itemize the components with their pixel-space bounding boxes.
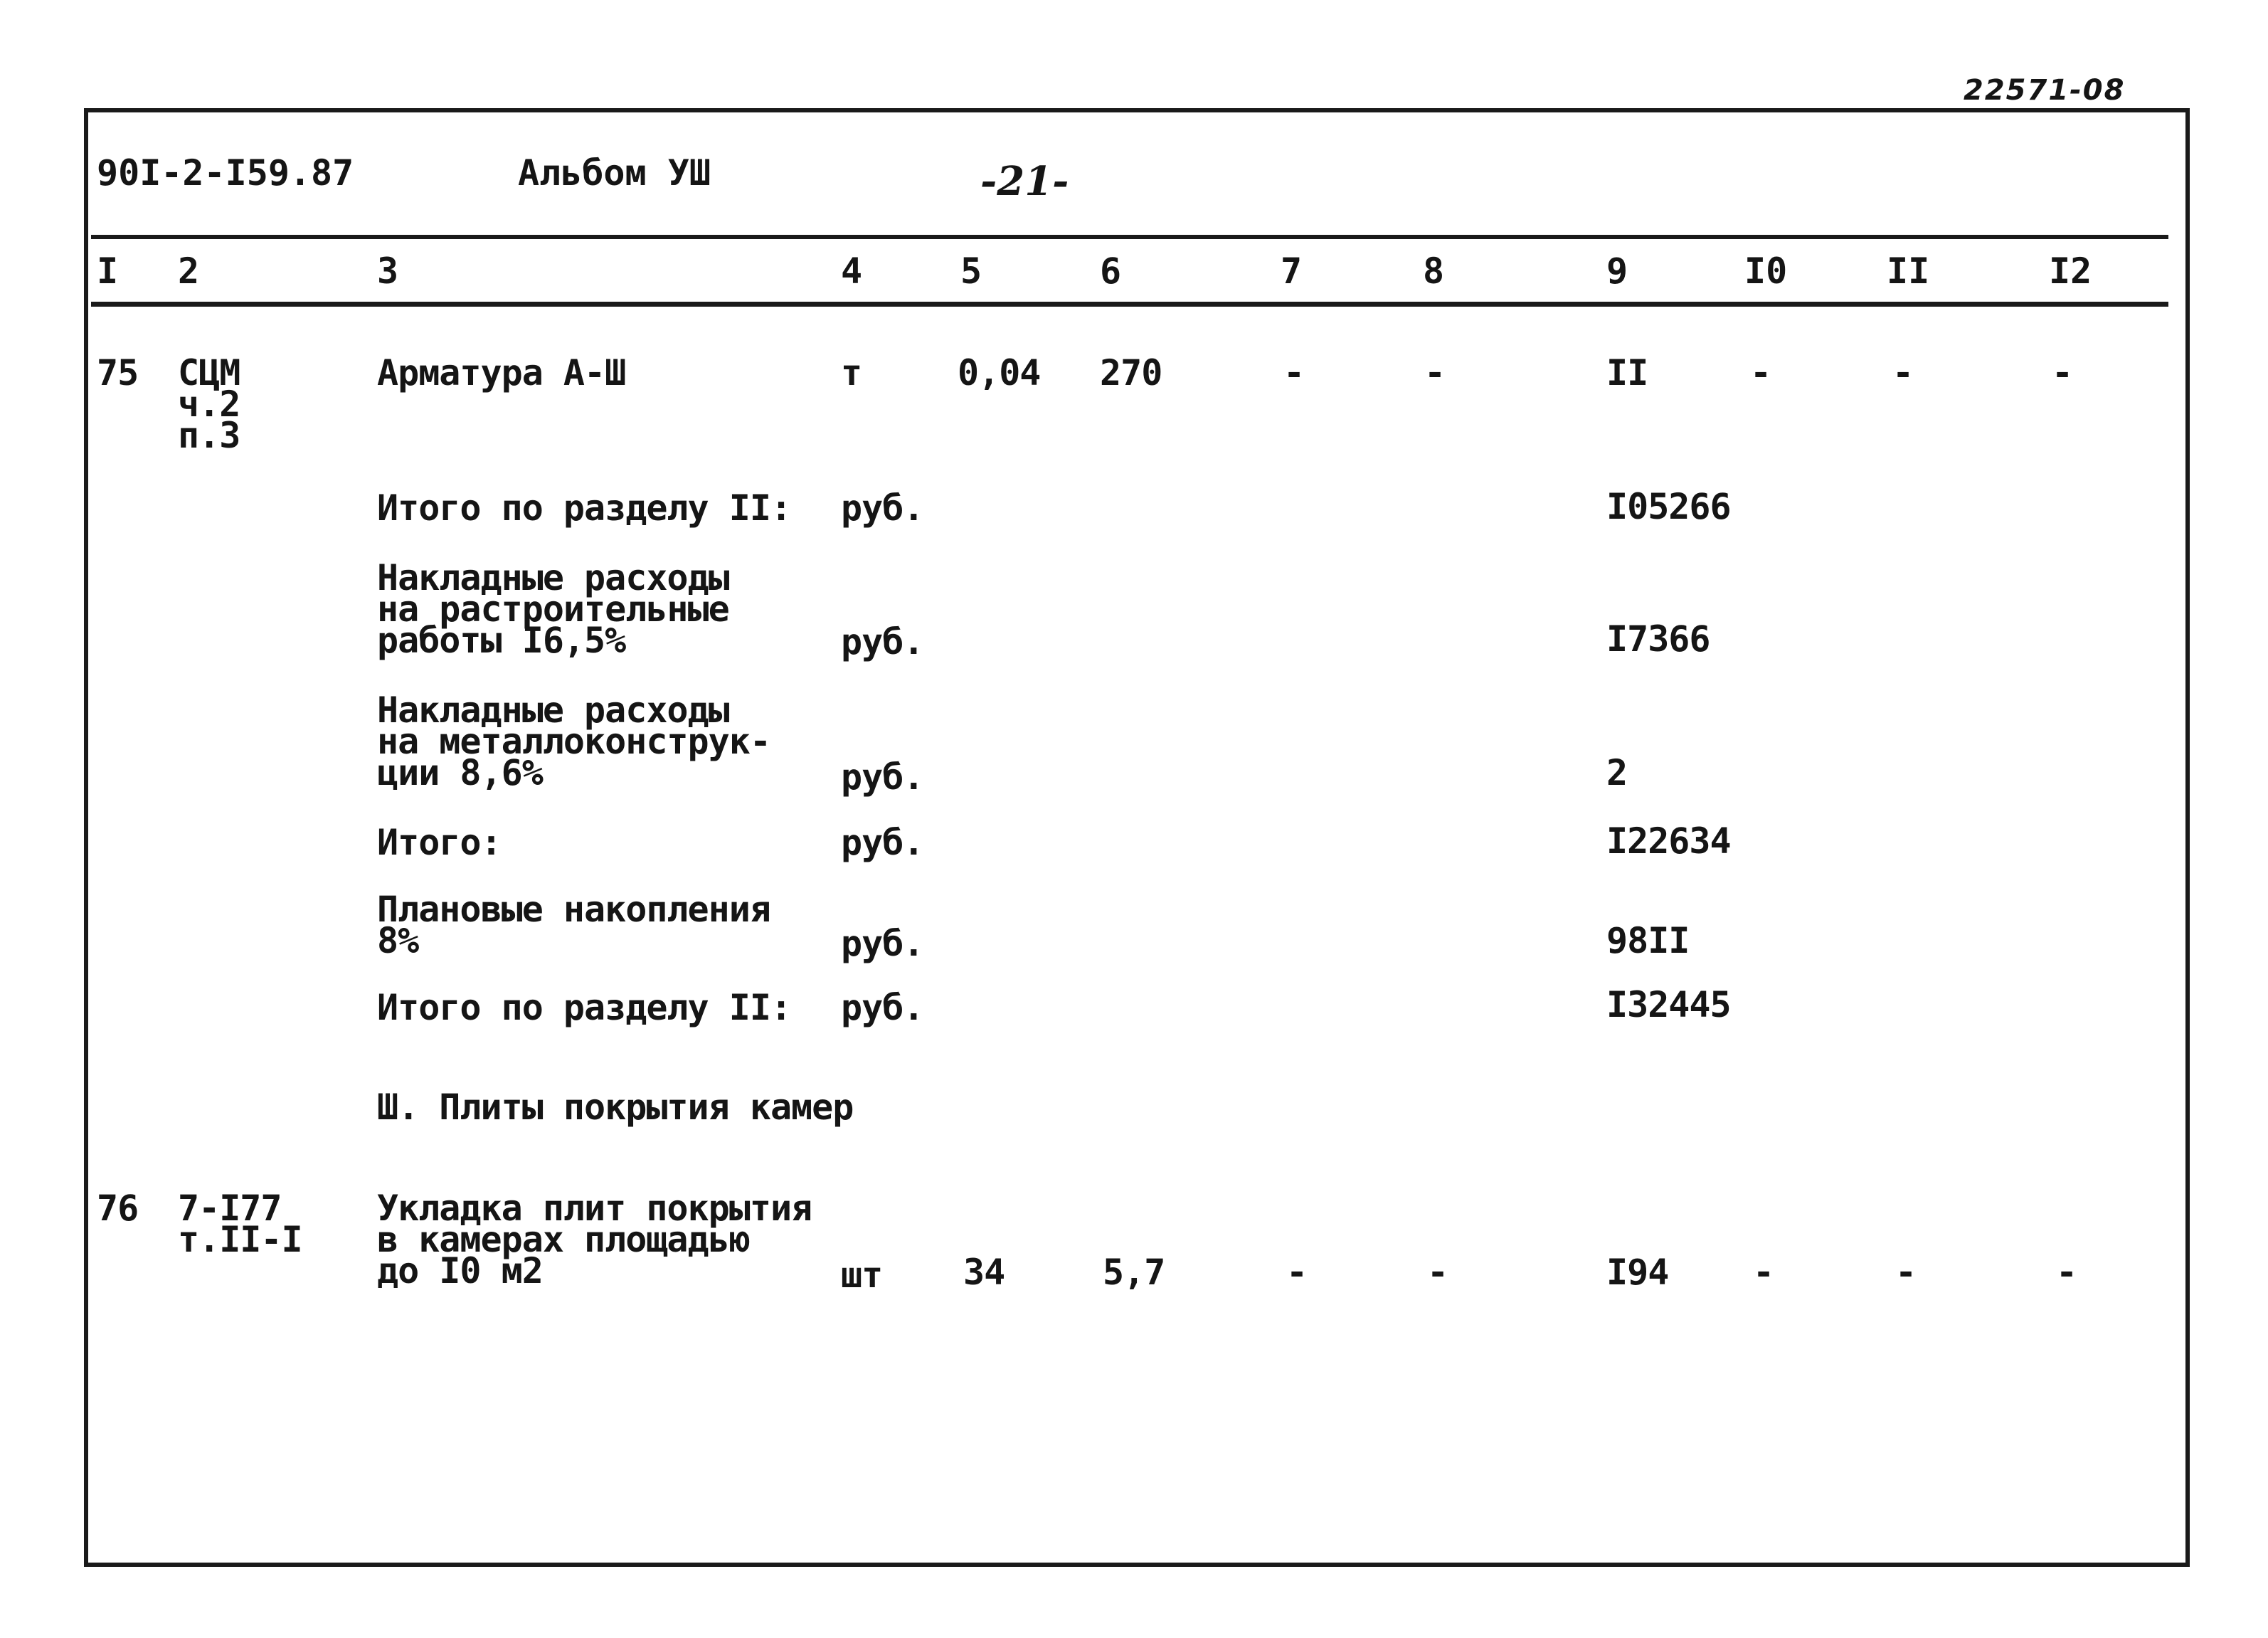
row-col9-value: I22634 <box>1606 820 1731 862</box>
row-unit: шт <box>841 1254 883 1296</box>
row-unit: руб. <box>841 822 924 863</box>
row-number: 75 <box>97 352 139 393</box>
document-code: 22571-08 <box>1964 74 2126 107</box>
row-unit: руб. <box>841 621 924 662</box>
row-name-line: работы I6,5% <box>377 620 626 661</box>
row-name-line: до I0 м2 <box>377 1250 543 1291</box>
row-name-line: Плановые накопления <box>377 889 770 930</box>
row-col11-dash: - <box>1895 1252 1917 1293</box>
row-quantity: 0,04 <box>958 352 1041 393</box>
header-rule <box>91 235 2168 239</box>
album-label: Альбом УШ <box>518 152 711 194</box>
col-header-2: 2 <box>178 250 200 292</box>
row-name-line: ции 8,6% <box>377 752 543 793</box>
row-col9-value: 2 <box>1606 752 1628 793</box>
col-header-1: I <box>97 250 119 292</box>
row-col10-dash: - <box>1750 352 1771 393</box>
row-col9-value: I05266 <box>1606 486 1731 527</box>
row-unit: руб. <box>841 987 924 1028</box>
row-name: Итого по разделу II: <box>377 987 792 1028</box>
col-header-7: 7 <box>1281 250 1303 292</box>
row-col7-dash: - <box>1283 352 1305 393</box>
row-name: Арматура А-Ш <box>377 352 626 393</box>
row-col9-value: II <box>1606 352 1648 393</box>
row-reference-line: ч.2 <box>178 384 240 425</box>
column-header-rule <box>91 302 2168 307</box>
row-col9-value: 98II <box>1606 920 1690 961</box>
row-reference-line: СЦМ <box>178 352 240 393</box>
col-header-5: 5 <box>960 250 982 292</box>
section-heading: Ш. Плиты покрытия камер <box>377 1087 854 1128</box>
row-unit: т <box>841 352 862 393</box>
row-name-line: Укладка плит покрытия <box>377 1188 812 1229</box>
row-reference-line: т.II-I <box>178 1219 302 1260</box>
row-name-line: Накладные расходы <box>377 557 729 598</box>
col-header-4: 4 <box>841 250 863 292</box>
row-col11-dash: - <box>1892 352 1914 393</box>
row-reference-line: 7-I77 <box>178 1188 282 1229</box>
row-price: 270 <box>1100 352 1162 393</box>
row-col12-dash: - <box>2052 352 2073 393</box>
row-col8-dash: - <box>1424 352 1446 393</box>
col-header-8: 8 <box>1423 250 1445 292</box>
row-unit: руб. <box>841 923 924 964</box>
row-quantity: 34 <box>963 1252 1005 1293</box>
col-header-9: 9 <box>1606 250 1628 292</box>
col-header-10: I0 <box>1744 250 1788 292</box>
row-number: 76 <box>97 1188 139 1229</box>
row-col10-dash: - <box>1753 1252 1774 1293</box>
col-header-3: 3 <box>377 250 399 292</box>
col-header-12: I2 <box>2049 250 2092 292</box>
row-name-line: Накладные расходы <box>377 689 729 731</box>
row-col12-dash: - <box>2056 1252 2077 1293</box>
row-col9-value: I32445 <box>1606 984 1731 1025</box>
row-unit: руб. <box>841 756 924 798</box>
page-number: -21- <box>980 158 1069 205</box>
col-header-6: 6 <box>1100 250 1122 292</box>
designation: 90I-2-I59.87 <box>97 152 354 194</box>
row-reference-line: п.3 <box>178 415 240 456</box>
row-col9-value: I7366 <box>1606 618 1710 660</box>
row-price: 5,7 <box>1103 1252 1165 1293</box>
row-name: Итого по разделу II: <box>377 487 792 529</box>
row-name-line: на растроительные <box>377 588 729 630</box>
row-name-line: на металлоконструк- <box>377 721 770 762</box>
row-col8-dash: - <box>1427 1252 1448 1293</box>
row-col7-dash: - <box>1286 1252 1308 1293</box>
row-col9-value: I94 <box>1606 1252 1669 1293</box>
row-name: Итого: <box>377 822 502 863</box>
row-name-line: в камерах площадью <box>377 1219 750 1260</box>
row-unit: руб. <box>841 487 924 529</box>
col-header-11: II <box>1887 250 1930 292</box>
row-name-line: 8% <box>377 920 419 961</box>
